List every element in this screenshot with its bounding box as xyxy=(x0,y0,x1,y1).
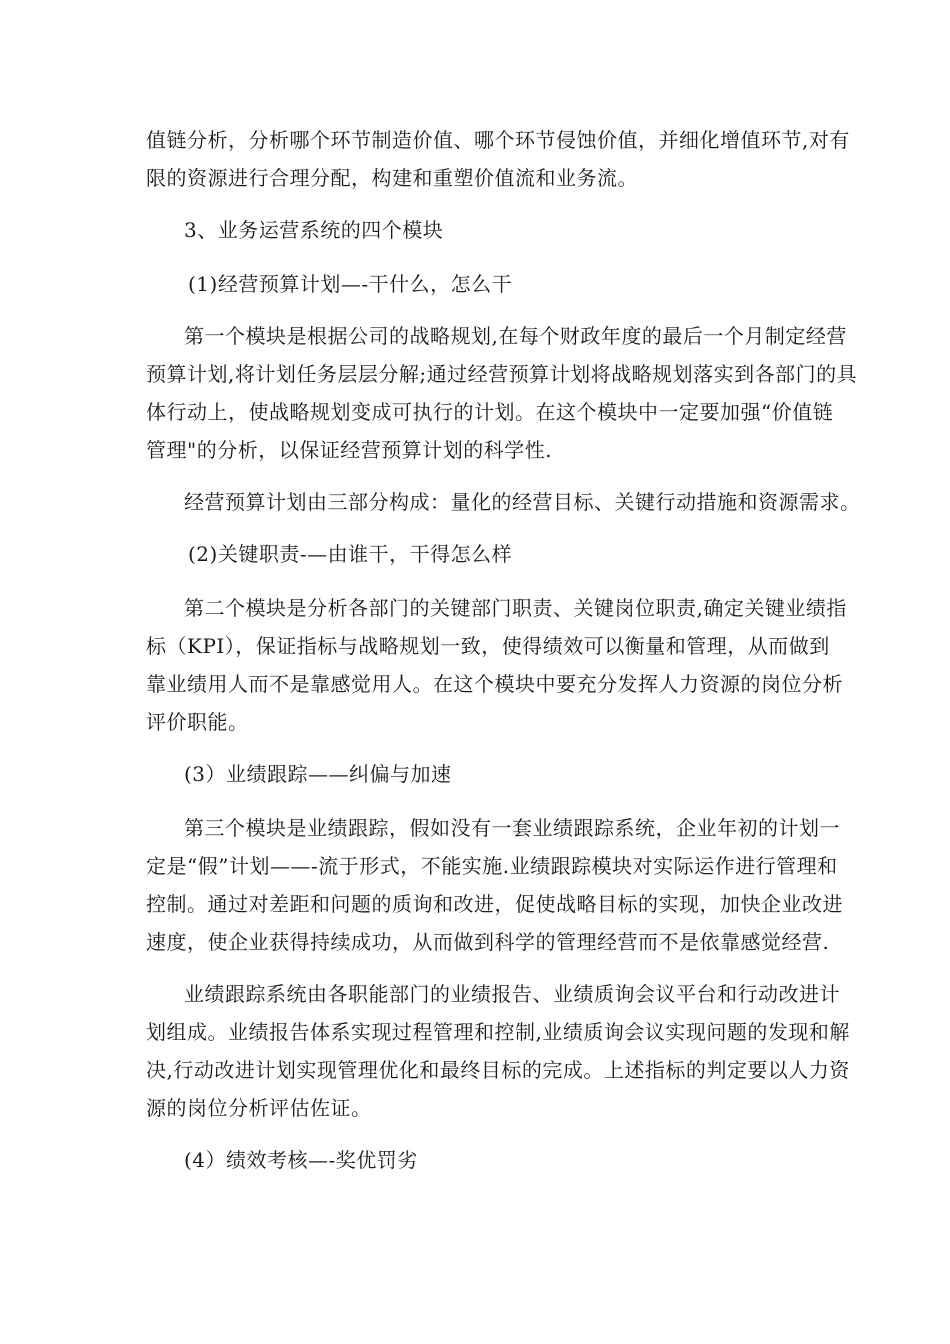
subsection-heading: (4）绩效考核—-奖优罚劣 xyxy=(184,1148,418,1172)
paragraph-line: 体行动上，使战略规划变成可执行的计划。在这个模块中一定要加强“价值链 xyxy=(146,400,834,424)
paragraph-line: 控制。通过对差距和问题的质询和改进，促使战略目标的实现，加快企业改进 xyxy=(146,892,843,916)
paragraph-line: 限的资源进行合理分配，构建和重塑价值流和业务流。 xyxy=(146,166,638,190)
subsection-heading: (3）业绩跟踪——纠偏与加速 xyxy=(184,762,452,786)
paragraph-line: 业绩跟踪系统由各职能部门的业绩报告、业绩质询会议平台和行动改进计 xyxy=(184,982,840,1006)
paragraph-line: 第二个模块是分析各部门的关键部门职责、关键岗位职责,确定关键业绩指 xyxy=(184,596,847,620)
section-heading: 3、业务运营系统的四个模块 xyxy=(184,218,444,242)
paragraph-line: 源的岗位分析评估佐证。 xyxy=(146,1096,372,1120)
paragraph-line: 管理"的分析，以保证经营预算计划的科学性. xyxy=(146,438,553,462)
paragraph-line: 第三个模块是业绩跟踪，假如没有一套业绩跟踪系统，企业年初的计划一 xyxy=(184,816,840,840)
paragraph-line: 预算计划,将计划任务层层分解;通过经营预算计划将战略规划落实到各部门的具 xyxy=(146,362,858,386)
subsection-heading: (1)经营预算计划—-干什么，怎么干 xyxy=(188,272,513,296)
paragraph-line: 速度，使企业获得持续成功，从而做到科学的管理经营而不是依靠感觉经营. xyxy=(146,930,830,954)
paragraph-line: 划组成。业绩报告体系实现过程管理和控制,业绩质询会议实现问题的发现和解 xyxy=(146,1020,850,1044)
paragraph-line: 评价职能。 xyxy=(146,710,249,734)
paragraph-line: 决,行动改进计划实现管理优化和最终目标的完成。上述指标的判定要以人力资 xyxy=(146,1058,850,1082)
paragraph-line: 标（KPI），保证指标与战略规划一致，使得绩效可以衡量和管理，从而做到 xyxy=(146,634,830,658)
paragraph-line: 值链分析，分析哪个环节制造价值、哪个环节侵蚀价值，并细化增值环节,对有 xyxy=(146,128,850,152)
subsection-heading: (2)关键职责-—由谁干，干得怎么样 xyxy=(188,542,513,566)
paragraph-line: 靠业绩用人而不是靠感觉用人。在这个模块中要充分发挥人力资源的岗位分析 xyxy=(146,672,843,696)
paragraph-line: 第一个模块是根据公司的战略规划,在每个财政年度的最后一个月制定经营 xyxy=(184,324,847,348)
paragraph-line: 经营预算计划由三部分构成：量化的经营目标、关键行动措施和资源需求。 xyxy=(184,490,861,514)
paragraph-line: 定是“假”计划——-流于形式，不能实施.业绩跟踪模块对实际运作进行管理和 xyxy=(146,854,838,878)
